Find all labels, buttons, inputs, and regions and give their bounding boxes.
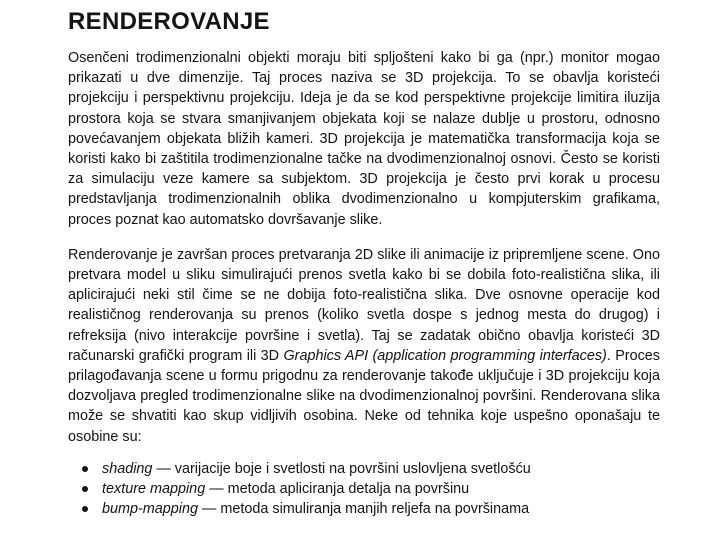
technique-description: — varijacije boje i svetlosti na površini uslovljena svetlošću (152, 460, 531, 477)
bullet-icon (82, 486, 88, 492)
paragraph-rendering-text-end: . Proces prilagođavanja scene u formu prigodnu za renderovanje takođe uključuje i 3D projekciju koja dozvoljava pregled trodimenzionalne slike na dvodimenzionalnoj površini. Renderovana slika može se shvatiti kao skup vidljivih osobina. Neke od tehnika koje uspešno oponašaju te osobine su: (68, 347, 660, 445)
paragraph-rendering-text-start: Renderovanje je završan proces pretvaranja 2D slike ili animacije iz pripremljene scene. Ono pretvara model u sliku simulirajući prenos svetla kako bi se dobila foto-realistična slika, ili aplicirajući neki stil čime se ne dobija foto-realistična slika. Dve osnovne operacije kod realističnog renderovanja su prenos (koliko svetla dospe s jednog mesta do drugog) i refreksija (nivo interakcije površine i svetla). Taj se zadatak obično obavlja koristeći 3D računarski grafički program ili 3D (68, 246, 660, 364)
technique-term: texture mapping (102, 481, 206, 498)
paragraph-rendering-italic-term: Graphics API (application programming interfaces) (283, 347, 607, 364)
technique-term: shading (102, 460, 153, 477)
bullet-icon (82, 466, 88, 472)
techniques-list (68, 459, 660, 520)
page-title: RENDEROVANJE (68, 8, 270, 35)
technique-description: — metoda simuliranja manjih reljefa na površinama (198, 501, 530, 518)
list-item (68, 499, 660, 519)
paragraph-rendering (68, 245, 660, 447)
document-page (68, 8, 660, 519)
bullet-icon (82, 506, 88, 512)
paragraph-projection: Osenčeni trodimenzionalni objekti moraju biti spljošteni kako bi ga (npr.) monitor mogao prikazati u dve dimenzije. Taj proces naziva se 3D projekcija. To se obavlja koristeći projekciju i perspektivnu projekciju. Ideja je da se kod perspektivne projekcije limitira iluzija prostora koja se stvara smanjivanjem objekata koji se nalaze dublje u prostoru, odnosno povećavanjem objekata bližih kameri. 3D projekcija je matematička transformacija koja se koristi kako bi zaštitila trodimenzionalne tačke na dvodimenzionalnoj osnovi. Često se koristi za simulaciju veze kamere sa subjektom. 3D projekcija je često prvi korak u procesu predstavljanja trodimenzionalnih oblika dvodimenzionalno u kompjuterskim grafikama, proces poznat kao automatsko dovršavanje slike. (68, 50, 660, 228)
technique-description: — metoda apliciranja detalja na površinu (205, 481, 470, 498)
technique-term: bump-mapping (102, 501, 198, 518)
list-item (68, 459, 660, 479)
list-item (68, 479, 660, 499)
